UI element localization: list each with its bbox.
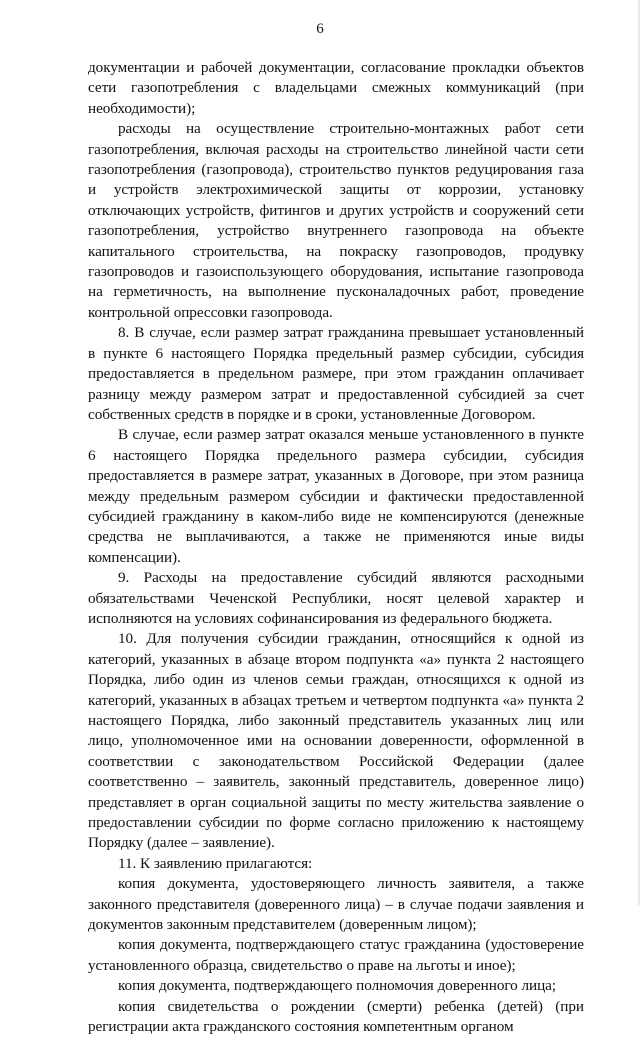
page-number: 6 [316,21,324,37]
paragraph-item-10: 10. Для получения субсидии гражданин, относящийся к одной из категорий, указанных в абзаце втором подпункта «а» пункта 2 настоящего Порядка, либо один из членов семьи граждан, относящихся к одной из категорий, указанных в абзацах третьем и четвертом подпункта «а» пункта 2 настоящего Порядка, либо законный представитель указанных лиц или лицо, уполномоченное ими на основании доверенности, оформленной в соответствии с законодательством Российской Федерации (далее соответственно – заявитель, законный представитель, доверенное лицо) представляет в орган социальной защиты по месту жительства заявление о предоставлении субсидии по форме согласно приложению к настоящему Порядку (далее – заявление). [88,630,584,852]
paragraph-item-8-second: В случае, если размер затрат оказался меньше установленного в пункте 6 настоящего Порядка предельного размера субсидии, субсидия предоставляется в размере затрат, указанных в Договоре, при этом разница между предельным размером субсидии и фактически предоставленной субсидией гражданину в каком-либо виде не компенсируются (денежные средства не выплачиваются, а также не применяются иные виды компенсации). [88,426,584,566]
paragraph-construction-costs: расходы на осуществление строительно-монтажных работ сети газопотребления, включая расходы на строительство линейной части сети газопотребления (газопровода), строительство пунктов редуцирования газа и устройств электрохимической защиты от коррозии, установку отключающих устройств, фитингов и других устройств и сооружений сети газопотребления, устройство внутреннего газопровода на объекте капитального строительства, на покраску газопроводов, продувку газопроводов и газоиспользующего оборудования, испытание газопровода на герметичность, на выполнение пусконаладочных работ, проведение контрольной опрессовки газопровода. [88,120,584,321]
paragraph-item-8: 8. В случае, если размер затрат гражданина превышает установленный в пункте 6 настоящего Порядка предельный размер субсидии, субсидия предоставляется в предельном размере, при этом гражданин оплачивает разницу между размером затрат и предоставленной субсидией за счет собственных средств в порядке и в сроки, установленные Договором. [88,324,584,423]
paragraph-item-9: 9. Расходы на предоставление субсидий являются расходными обязательствами Чеченской Республики, носят целевой характер и исполняются на условиях софинансирования из федерального бюджета. [88,569,584,627]
list-item-status-copy: копия документа, подтверждающего статус гражданина (удостоверение установленного образца, свидетельство о праве на льготы и иное); [88,936,584,974]
list-item-identity-copy: копия документа, удостоверяющего личность заявителя, а также законного представителя (доверенного лица) – в случае подачи заявления и документов законным представителем (доверенным лицом); [88,875,584,934]
paragraph-continuation: документации и рабочей документации, согласование прокладки объектов сети газопотребления с владельцами смежных коммуникаций (при необходимости); [88,59,584,117]
list-item-birth-certificate-copy: копия свидетельства о рождении (смерти) ребенка (детей) (при регистрации акта гражданского состояния компетентным органом [88,997,584,1036]
paragraph-item-11: 11. К заявлению прилагаются: [118,854,313,872]
list-item-authority-copy: копия документа, подтверждающего полномочия доверенного лица; [118,977,557,995]
document-body [88,58,584,1038]
